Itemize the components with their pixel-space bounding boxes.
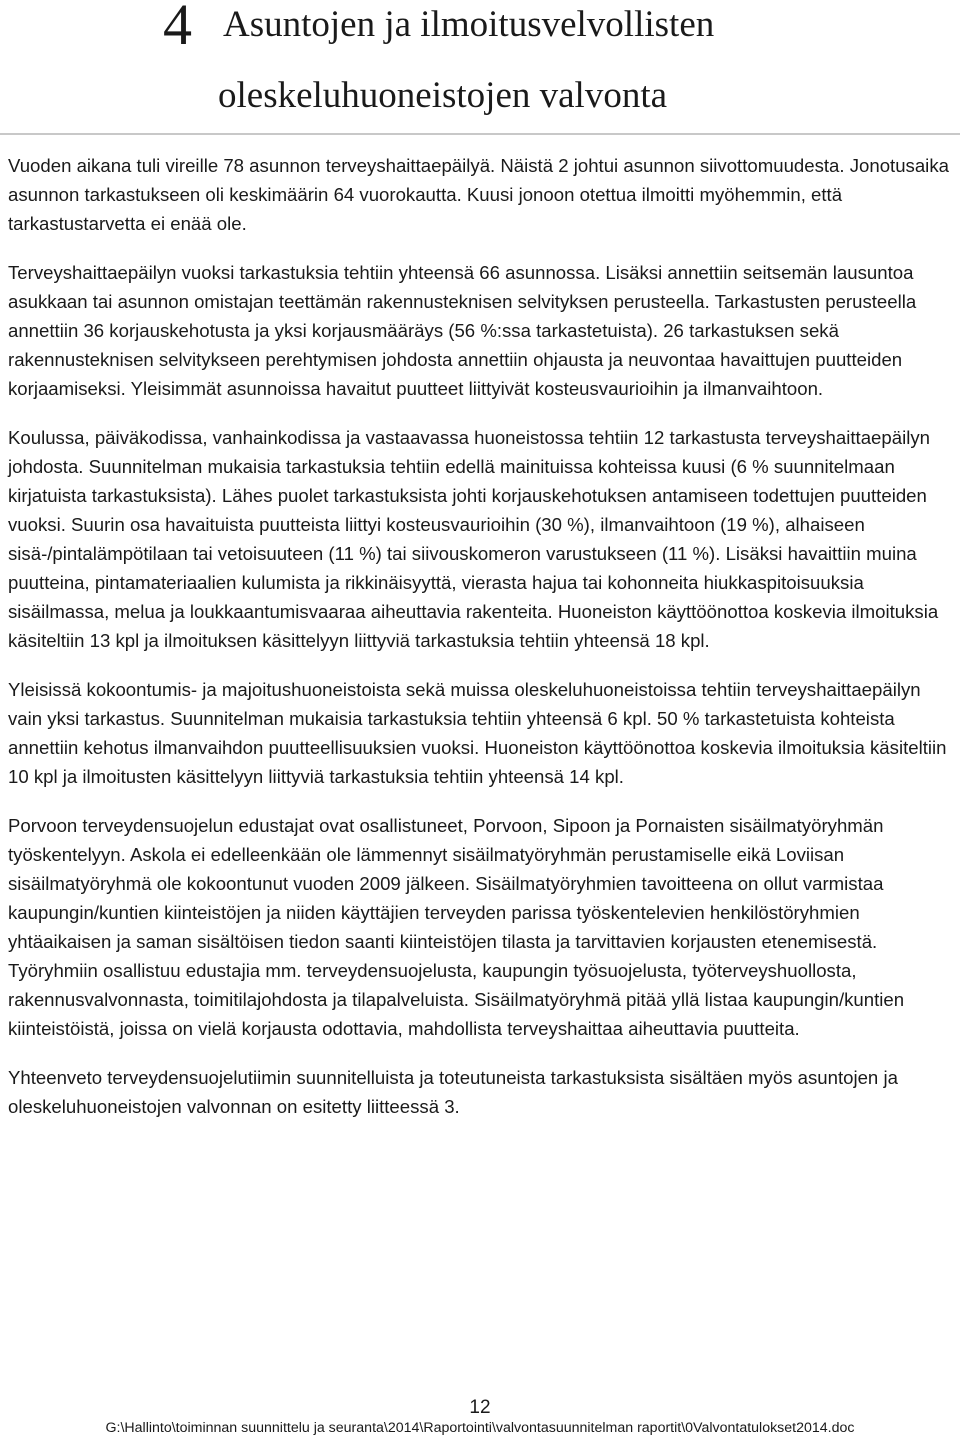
paragraph-kokoontumistilat: Yleisissä kokoontumis- ja majoitushuoneistoista sekä muissa oleskeluhuoneistoissa tehtiin terveyshaittaepäilyn vain yksi tarkastus. Suunnitelman mukaisia tarkastuksia tehtiin yhteensä 6 kpl. 50 % tarkastetuista kohteista annettiin kehotus ilmanvaihdon puutteellisuuksien vuoksi. Huoneiston käyttöönottoa koskevia ilmoituksia käsiteltiin 10 kpl ja ilmoitusten käsittelyyn liittyviä tarkastuksia tehtiin yhteensä 14 kpl. — [8, 679, 947, 787]
heading-divider — [0, 133, 960, 135]
page-number: 12 — [469, 1397, 491, 1418]
paragraph-vireille: Vuoden aikana tuli vireille 78 asunnon terveyshaittaepäilyä. Näistä 2 johtui asunnon siivottomuudesta. Jonotusaika asunnon tarkastukseen oli keskimäärin 64 vuorokautta. Kuusi jonoon otettua ilmoitti myöhemmin, että tarkastustarvetta ei enää ole. — [8, 155, 949, 234]
section-number: 4 — [163, 0, 192, 57]
section-title-line-2: oleskeluhuoneistojen valvonta — [218, 75, 668, 116]
footer-file-path: G:\Hallinto\toiminnan suunnittelu ja seuranta\2014\Raportointi\valvontasuunnitelman raportit\0Valvontatulokset2014.doc — [105, 1420, 855, 1436]
paragraph-yhteenveto: Yhteenveto terveydensuojelutiimin suunnitelluista ja toteutuneista tarkastuksista sisältäen myös asuntojen ja oleskeluhuoneistojen valvonnan on esitetty liitteessä 3. — [8, 1067, 898, 1117]
section-title-line-1: Asuntojen ja ilmoitusvelvollisten — [223, 4, 715, 45]
paragraph-sisailmatyoryhmat: Porvoon terveydensuojelun edustajat ovat osallistuneet, Porvoon, Sipoon ja Pornaisten sisäilmatyöryhmän työskentelyyn. Askola ei edelleenkään ole lämmennyt sisäilmatyöryhmän perustamiselle eikä Loviisan sisäilmatyöryhmä ole kokoontunut vuoden 2009 jälkeen. Sisäilmatyöryhmien tavoitteena on ollut varmistaa kaupungin/kuntien kiinteistöjen ja niiden käyttäjien terveyden parissa työskentelevien henkilöstöryhmien yhtäaikaisen ja saman sisältöisen tiedon saanti kiinteistöjen tilasta ja tarvittavien korjausten etenemisestä. Työryhmiin osallistuu edustajia mm. terveydensuojelusta, kaupungin työsuojelusta, työterveyshuollosta, rakennusvalvonnasta, toimitilajohdosta ja tilapalveluista. Sisäilmatyöryhmä pitää yllä listaa kaupungin/kuntien kiinteistöistä, joissa on vielä korjausta odottavia, mahdollista terveyshaittaa aiheuttavia puutteita. — [8, 815, 905, 1039]
section-heading — [0, 0, 960, 130]
paragraph-koulut-paivakodit: Koulussa, päiväkodissa, vanhainkodissa ja vastaavassa huoneistossa tehtiin 12 tarkastusta terveyshaittaepäilyn johdosta. Suunnitelman mukaisia tarkastuksia tehtiin edellä mainituissa kohteissa kuusi (6 % suunnitelmaan kirjatuista tarkastuksista). Lähes puolet tarkastuksista johti korjauskehotuksen antamiseen todettujen puutteiden vuoksi. Suurin osa havaituista puutteista liittyi kosteusvaurioihin (30 %), ilmanvaihtoon (19 %), alhaiseen sisä-/pintalämpötilaan tai vetoisuuteen (11 %) tai siivouskomeron varustukseen (11 %). Lisäksi havaittiin muina puutteina, pintamateriaalien kulumista ja rikkinäisyyttä, vierasta hajua tai kohonneita hiukkaspitoisuuksia sisäilmassa, melua ja loukkaantumisvaaraa aiheuttavia rakenteita. Huoneiston käyttöönottoa koskevia ilmoituksia käsiteltiin 13 kpl ja ilmoituksen käsittelyyn liittyviä tarkastuksia tehtiin yhteensä 18 kpl. — [8, 427, 939, 651]
paragraph-asuntotarkastukset: Terveyshaittaepäilyn vuoksi tarkastuksia tehtiin yhteensä 66 asunnossa. Lisäksi annettiin seitsemän lausuntoa asukkaan tai asunnon omistajan teettämän rakennusteknisen selvityksen perusteella. Tarkastusten perusteella annettiin 36 korjauskehotusta ja yksi korjausmääräys (56 %:ssa tarkastetuista). 26 tarkastuksen sekä rakennusteknisen selvitykseen perehtymisen johdosta annettiin ohjausta ja neuvontaa havaittujen puutteiden korjaamiseksi. Yleisimmät asunnoissa havaitut puutteet liittyivät kosteusvaurioihin ja ilmanvaihtoon. — [8, 262, 917, 399]
document-body — [8, 151, 952, 1141]
